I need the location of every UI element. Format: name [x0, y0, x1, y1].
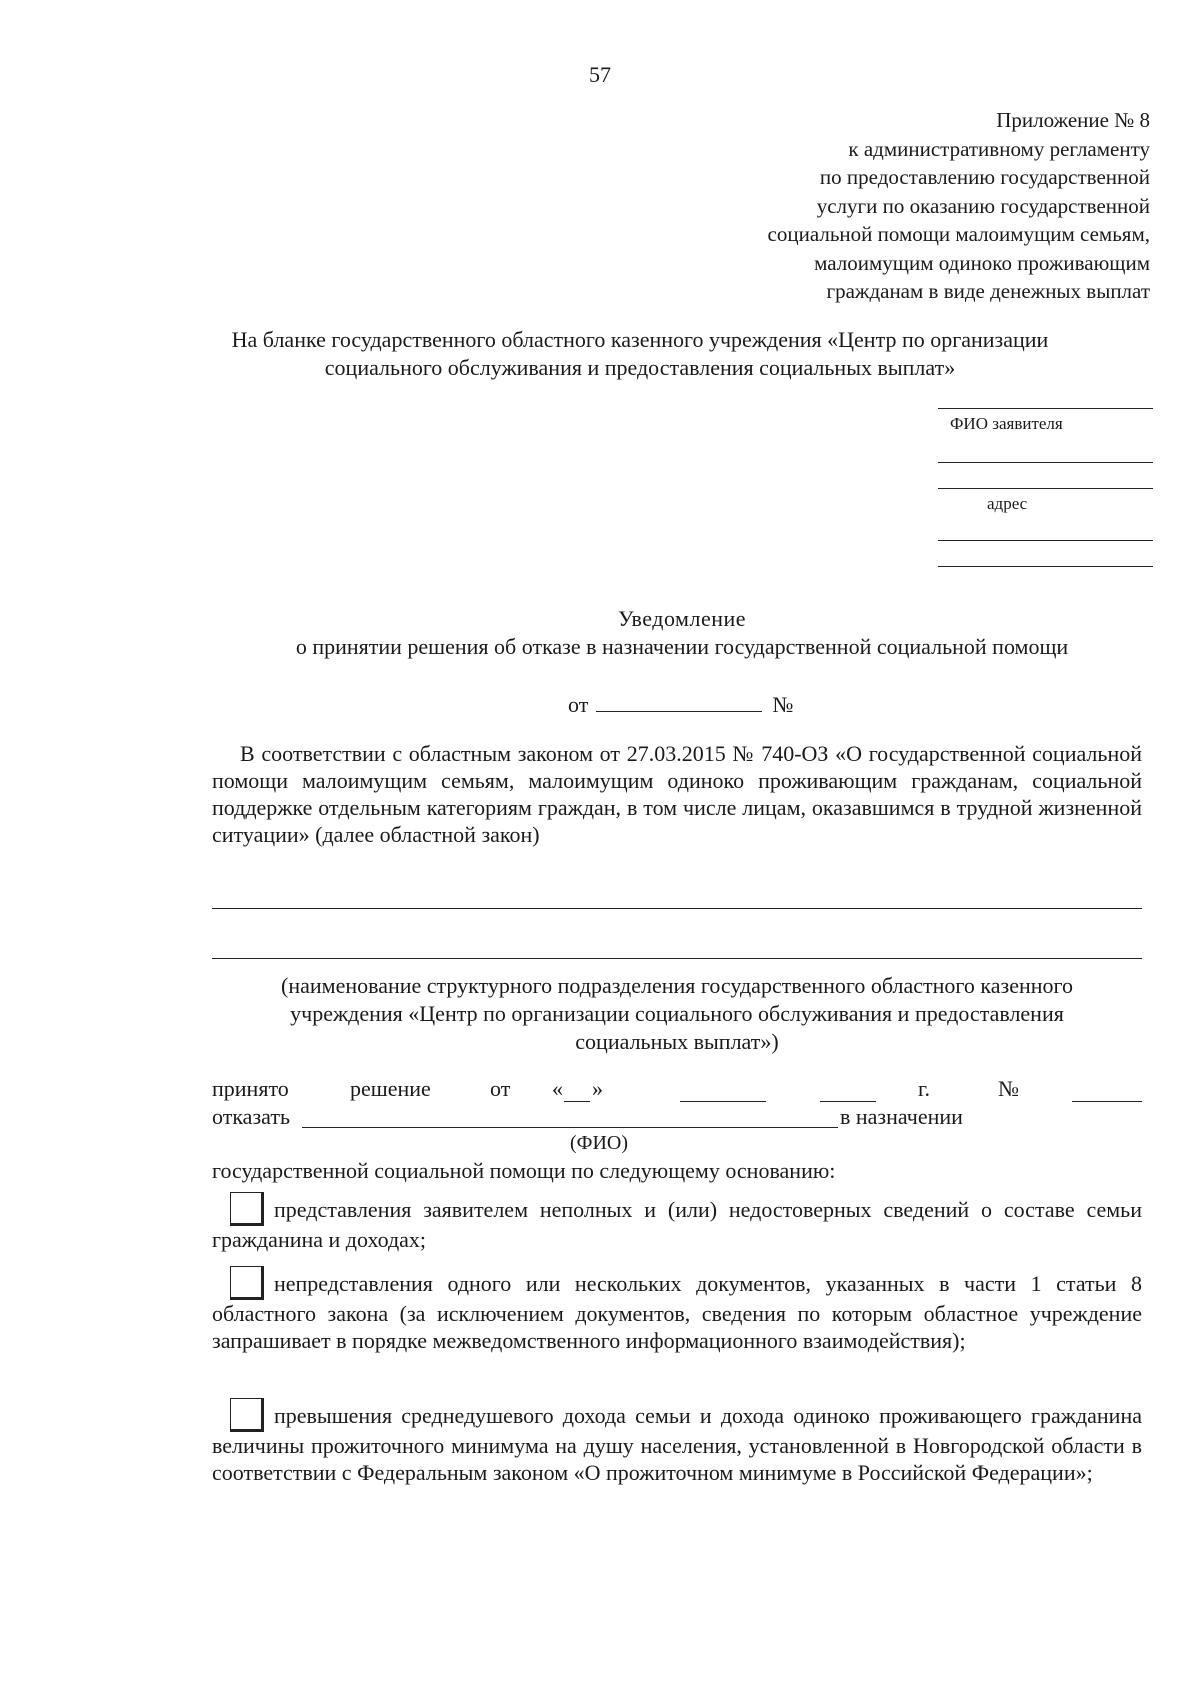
letterhead-note: [190, 326, 1090, 382]
notice-date-number-row: [568, 692, 793, 718]
basis-line: государственной социальной помощи по следующему основанию:: [212, 1158, 836, 1183]
law-reference-paragraph: В соответствии с областным законом от 27.03.2015 № 740-ОЗ «О государственной социальной помощи малоимущим семьям, малоимущим одиноко проживающим гражданам, социальной поддержке отдельным категориям граждан, в том числе лицам, оказавшимся в трудной жизненной ситуации» (далее областной закон): [212, 741, 1142, 847]
decision-number-field[interactable]: [1072, 1101, 1142, 1102]
appendix-line: Приложение № 8: [996, 108, 1150, 132]
appendix-line: малоимущим одиноко проживающим: [814, 250, 1150, 275]
letterhead-note-line: На бланке государственного областного казенного учреждения «Центр по организации: [231, 327, 1049, 352]
department-caption-line: социальных выплат»): [575, 1029, 779, 1054]
accepted-word: принято: [212, 1076, 289, 1101]
department-caption: [212, 972, 1142, 1056]
appendix-line: услуги по оказанию государственной: [816, 193, 1150, 218]
reason-text: превышения среднедушевого дохода семьи и дохода одиноко проживающего гражданина величины прожиточного минимума на душу населения, установленной в Новгородской области в соответствии с Федеральным законом «О прожиточном минимуме в Российской Федерации»;: [212, 1403, 1142, 1485]
number-label: №: [772, 692, 794, 717]
date-quote-close: »: [592, 1076, 603, 1101]
date-quote-open: «: [552, 1076, 563, 1101]
decision-day-field[interactable]: [564, 1101, 590, 1102]
address-label: адрес: [987, 494, 1028, 513]
applicant-name-line[interactable]: [938, 408, 1153, 409]
address-line[interactable]: [938, 488, 1153, 489]
department-name-line-2[interactable]: [212, 958, 1142, 959]
from-label: от: [568, 692, 589, 717]
reason-checkbox[interactable]: [230, 1192, 264, 1226]
applicant-name-label: ФИО заявителя: [950, 414, 1063, 433]
appendix-line: к административному регламенту: [848, 136, 1150, 161]
department-name-line-1[interactable]: [212, 908, 1142, 909]
number-sign: №: [998, 1076, 1019, 1101]
from-word: от: [490, 1076, 511, 1101]
notice-title: Уведомление: [617, 606, 747, 631]
refused-person-name-field[interactable]: [302, 1127, 838, 1128]
appendix-line: по предоставлению государственной: [819, 165, 1150, 189]
appendix-header: [768, 106, 1150, 306]
applicant-extra-line[interactable]: [938, 462, 1153, 463]
notice-date-field[interactable]: [596, 693, 762, 712]
reason-checkbox[interactable]: [230, 1398, 264, 1432]
notice-subtitle: о принятии решения об отказе в назначении государственной социальной помощи: [295, 634, 1069, 659]
appendix-line: гражданам в виде денежных выплат: [826, 279, 1150, 303]
in-assignment-word: в назначении: [840, 1104, 963, 1129]
appendix-line: социальной помощи малоимущим семьям,: [767, 222, 1150, 246]
reason-text: представления заявителем неполных и (или) недостоверных сведений о составе семьи гражданина и доходах;: [212, 1197, 1142, 1252]
reason-checkbox[interactable]: [230, 1266, 264, 1300]
decision-word: решение: [350, 1076, 431, 1101]
year-suffix: г.: [918, 1076, 931, 1101]
address-extra-line-2[interactable]: [938, 566, 1153, 567]
department-caption-line: учреждения «Центр по организации социального обслуживания и предоставления: [290, 1001, 1064, 1026]
letterhead-note-line: социального обслуживания и предоставления социальных выплат»: [324, 355, 956, 380]
reason-item: [212, 1192, 1142, 1253]
reason-item: [212, 1266, 1142, 1354]
department-caption-line: (наименование структурного подразделения государственного областного казенного: [281, 973, 1073, 998]
page-number: 57: [589, 62, 611, 87]
decision-year-field[interactable]: [820, 1101, 876, 1102]
fio-caption: (ФИО): [570, 1132, 629, 1154]
decision-row: [212, 1076, 1142, 1104]
reason-item: [212, 1398, 1142, 1486]
reason-text: непредставления одного или нескольких документов, указанных в части 1 статьи 8 областного закона (за исключением документов, сведения по которым областное учреждение запрашивает в порядке межведомственного информационного взаимодействия);: [212, 1271, 1142, 1353]
address-extra-line[interactable]: [938, 540, 1153, 541]
decision-month-field[interactable]: [680, 1101, 766, 1102]
refuse-word: отказать: [212, 1104, 290, 1129]
